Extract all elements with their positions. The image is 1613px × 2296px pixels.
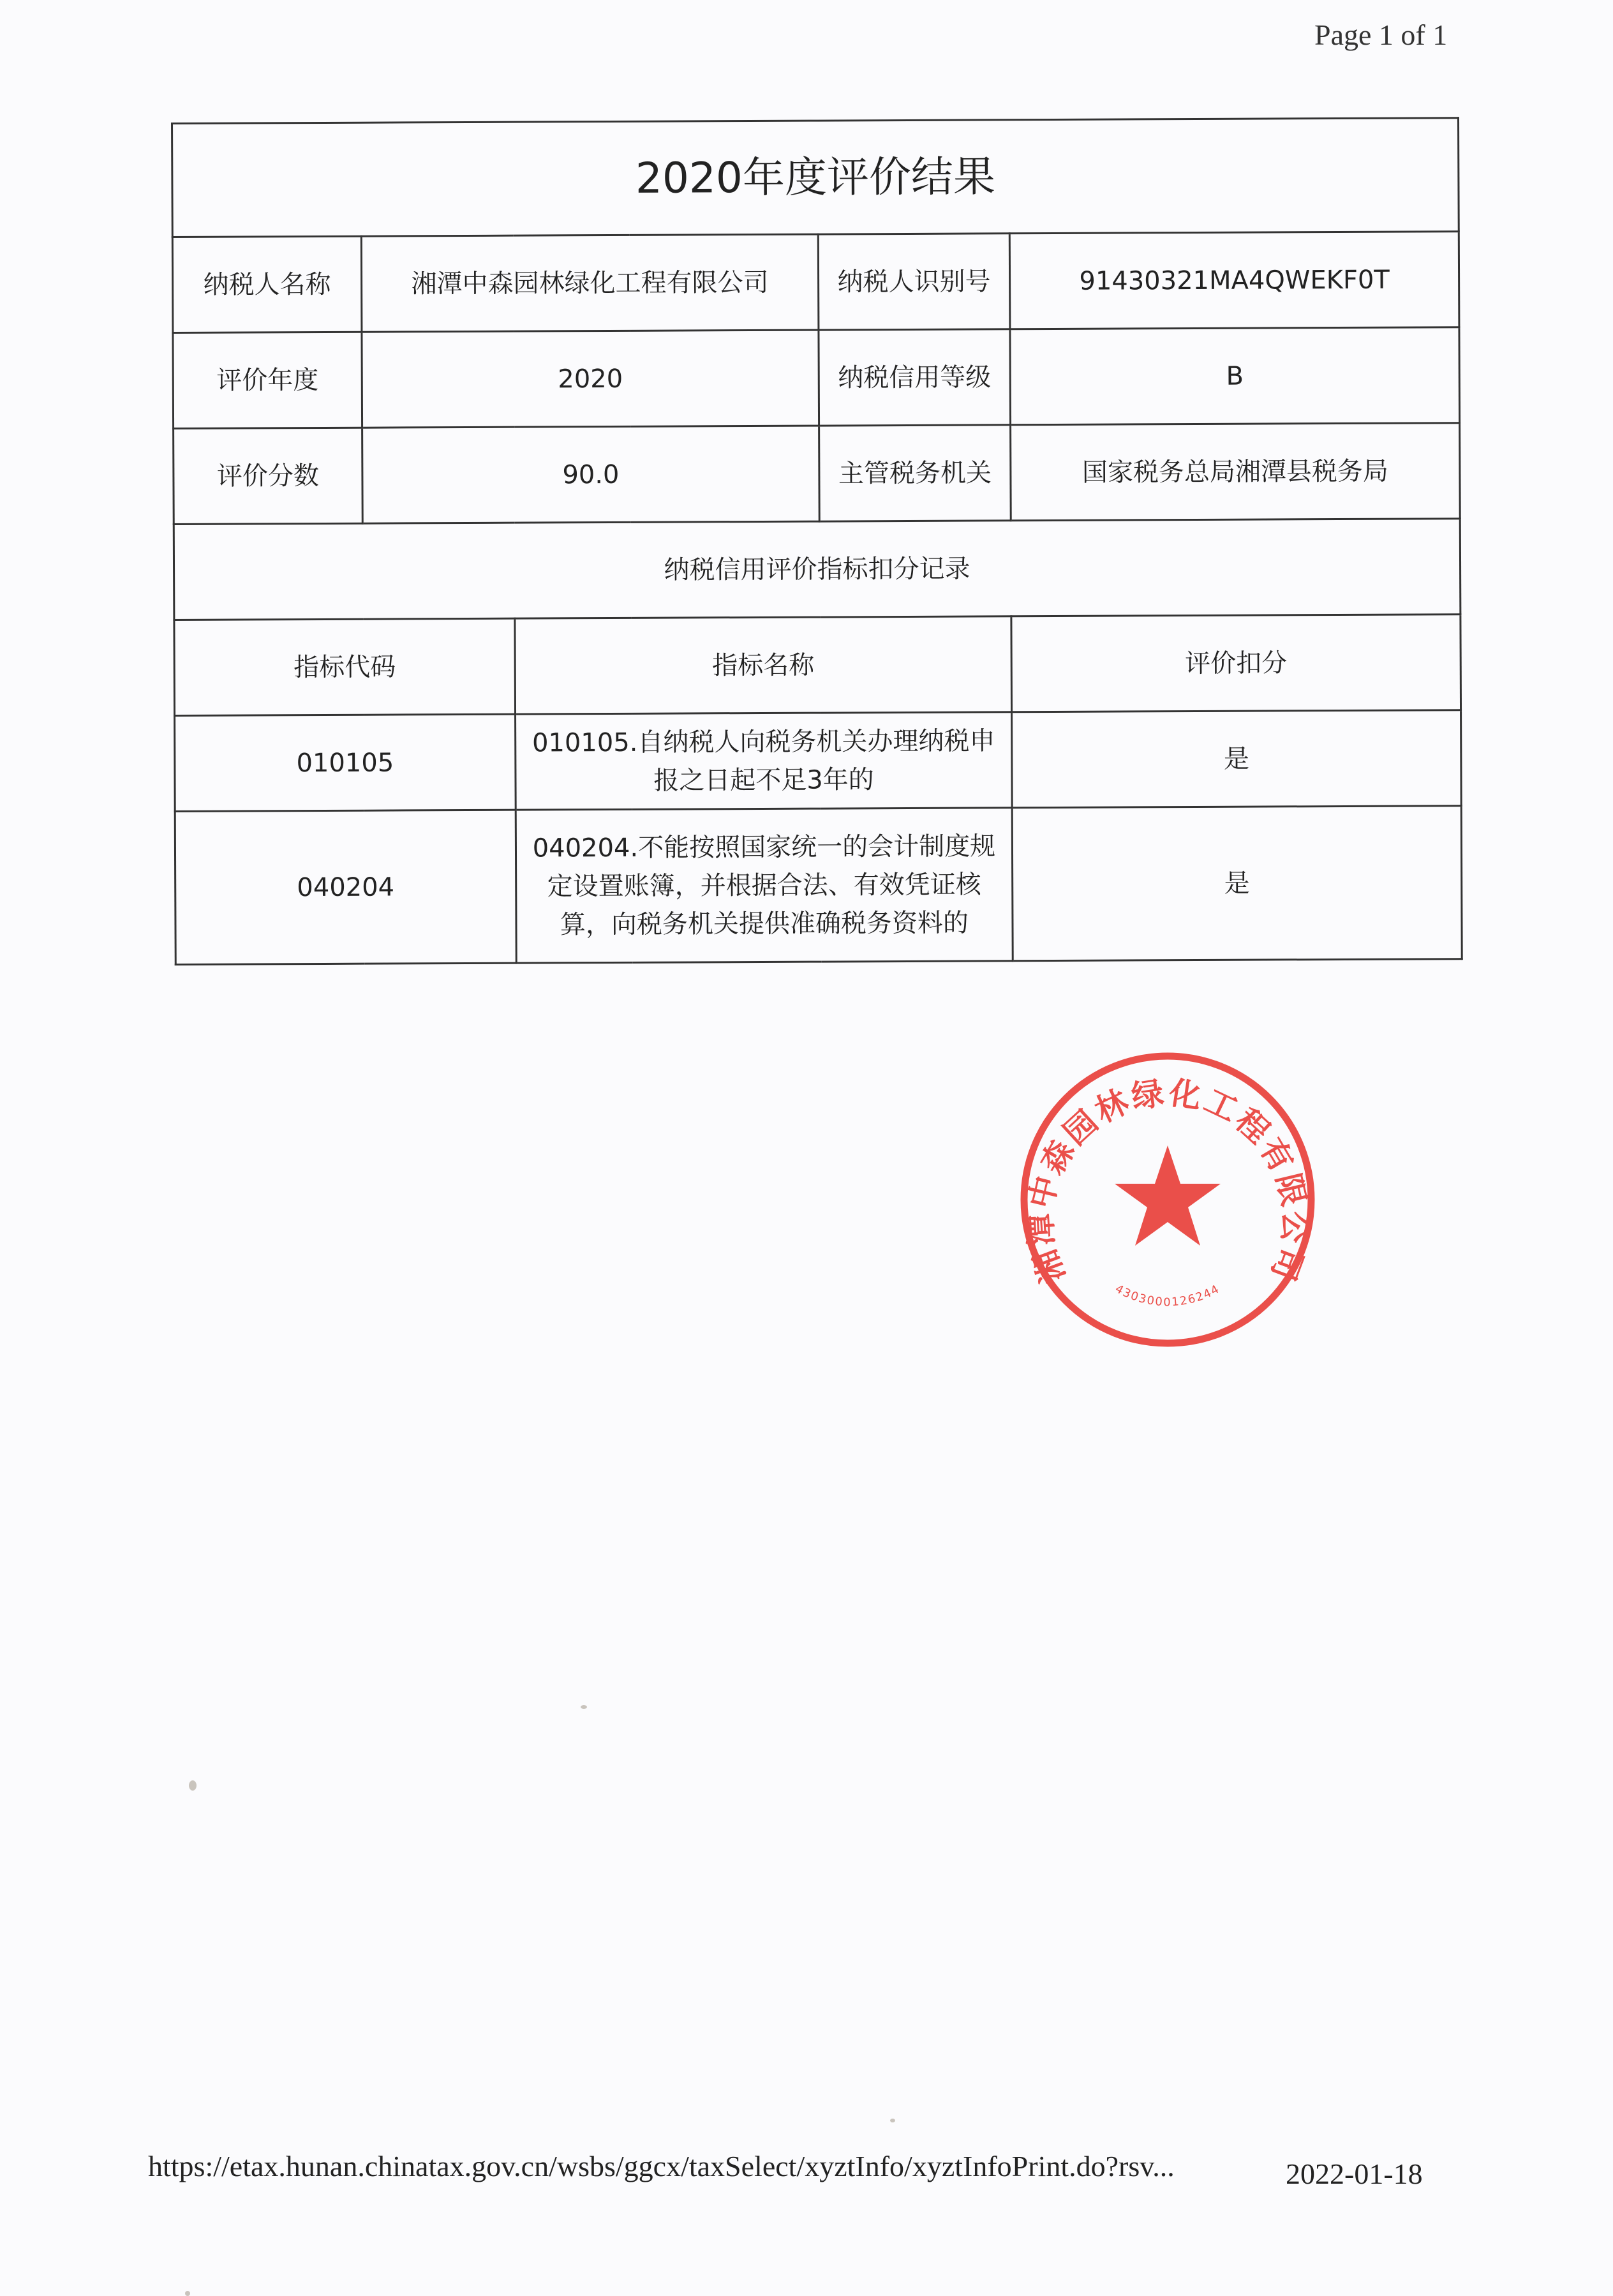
credit-level-value: B [1010,327,1460,425]
deduction-section-caption: 纳税信用评价指标扣分记录 [174,519,1461,620]
evaluation-result-table [171,117,1457,964]
column-header-deduct: 评价扣分 [1011,615,1461,712]
eval-year-label: 评价年度 [173,332,362,428]
credit-level-label: 纳税信用等级 [819,329,1011,426]
taxpayer-id-value: 91430321MA4QWEKF0T [1009,232,1459,329]
seal-number-text: 4303000126244 [1113,1282,1223,1309]
table-row [175,710,1462,812]
seal-star-icon [1115,1145,1221,1246]
column-header-name: 指标名称 [515,616,1012,714]
indicator-code: 040204 [175,810,516,964]
deduction-flag: 是 [1012,806,1462,961]
indicator-code: 010105 [175,714,516,811]
paper-speck [185,2291,190,2296]
score-label: 评价分数 [174,428,363,524]
taxpayer-id-label: 纳税人识别号 [818,234,1010,330]
indicator-name: 040204.不能按照国家统一的会计制度规定设置账簿，并根据合法、有效凭证核算，向税务机关提供准确税务资料的 [516,808,1013,963]
page-number: Page 1 of 1 [1314,19,1448,51]
deduction-flag: 是 [1012,710,1462,808]
taxpayer-name-label: 纳税人名称 [172,236,362,332]
paper-speck [581,1705,587,1709]
indicator-name: 010105.自纳税人向税务机关办理纳税申报之日起不足3年的 [516,712,1013,810]
seal-company-text: 湘潭中森园林绿化工程有限公司 [1021,1074,1314,1288]
score-value: 90.0 [362,426,820,523]
footer-url: https://etax.hunan.chinatax.gov.cn/wsbs/ggcx/taxSelect/xyztInfo/xyztInfoPrint.do?rsv... [148,2150,1175,2182]
tax-authority-label: 主管税务机关 [819,425,1011,521]
taxpayer-name-value: 湘潭中森园林绿化工程有限公司 [361,234,819,332]
column-header-code: 指标代码 [174,618,516,715]
paper-speck [890,2119,895,2122]
document-title: 2020年度评价结果 [172,118,1459,237]
tax-authority-value: 国家税务总局湘潭县税务局 [1011,423,1461,521]
table-row [175,806,1462,965]
paper-speck [189,1780,197,1791]
footer-date: 2022-01-18 [1286,2158,1423,2190]
eval-year-value: 2020 [362,330,819,428]
company-seal [1018,1050,1318,1350]
